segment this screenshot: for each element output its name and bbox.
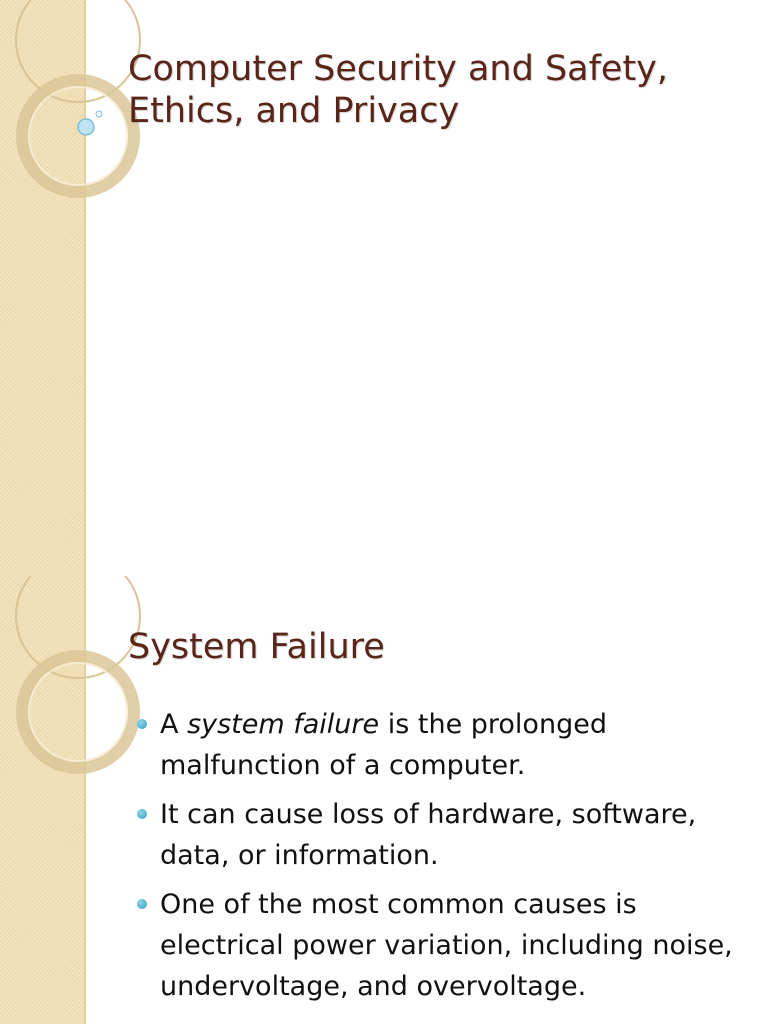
bullet-item bbox=[134, 884, 754, 1007]
bullet-text: One of the most common causes is electrical power variation, including noise, undervoltage, and overvoltage. bbox=[160, 889, 733, 1002]
bullet-item bbox=[134, 794, 754, 876]
slide-title: System Failure bbox=[128, 627, 385, 667]
bullet-dot-icon bbox=[137, 719, 147, 729]
bullet-text: It can cause loss of hardware, software, data, or information. bbox=[160, 799, 697, 871]
decorative-rings-icon bbox=[0, 576, 120, 776]
bullet-dot-icon bbox=[137, 899, 147, 909]
bullet-text-prefix: A bbox=[160, 709, 188, 740]
bullet-dot-icon bbox=[137, 809, 147, 819]
decorative-rings-icon bbox=[0, 0, 120, 200]
bullet-text-suffix: is the prolonged malfunction of a computer. bbox=[160, 709, 607, 781]
bullet-list bbox=[134, 704, 754, 1015]
bullet-item bbox=[134, 704, 754, 786]
slide-2 bbox=[0, 576, 768, 1024]
bullet-text-emphasis: system failure bbox=[187, 709, 380, 740]
slide-title: Computer Security and Safety, Ethics, and Privacy bbox=[128, 49, 669, 131]
